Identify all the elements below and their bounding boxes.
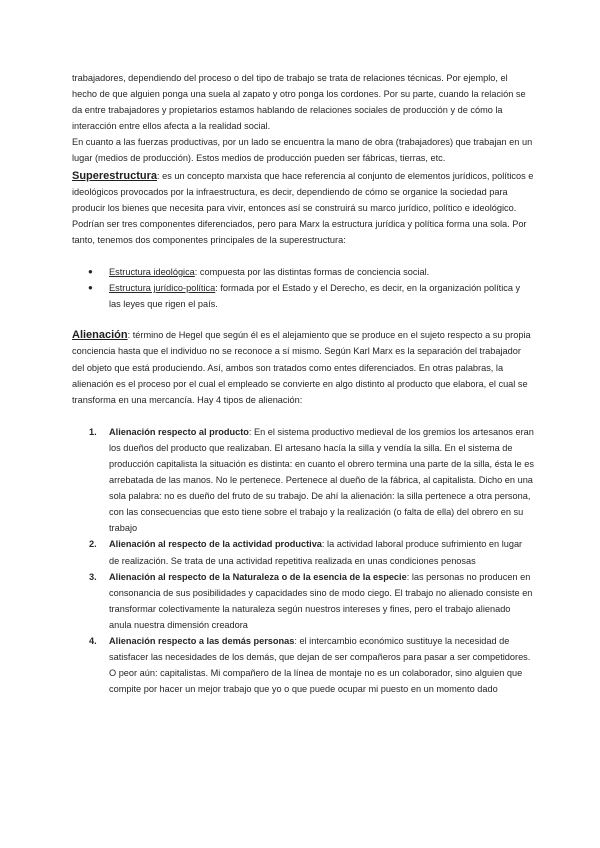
bullet-icon: ● xyxy=(88,283,93,293)
alienacion-term: Alienación xyxy=(72,329,128,342)
list-item-number: 3. xyxy=(89,571,97,582)
list-item-text: : formada por el Estado y el Derecho, es decir, en la organización política y las leyes que rigen el país. xyxy=(109,283,521,310)
list-item xyxy=(72,424,534,537)
list-item-label: Estructura ideológica xyxy=(109,267,195,278)
alienacion-paragraph xyxy=(72,327,534,407)
alienacion-definition: : término de Hegel que según él es el alejamiento que se produce en el sujeto respecto a su propia conciencia hasta que el individuo no se reconoce a sí mismo. Según Karl Marx es la separación del trabajador del objeto que está produciendo. Así, ambos son tratados como entes diferenciados. En otras palabras, la alienación es el proceso por el cual el empleado se convierte en algo distinto al producto que elabora, el cual se transforma en una mercancía. Hay 4 tipos de alienación: xyxy=(72,330,531,405)
superestructura-paragraph xyxy=(72,168,534,248)
intro-paragraph-2: En cuanto a las fuerzas productivas, por un lado se encuentra la mano de obra (trabajadores) que trabajan en un lugar (medios de producción). Estos medios de producción pueden ser fábricas, tierras, etc. xyxy=(72,137,533,164)
list-item-label: Alienación al respecto de la Naturaleza o de la esencia de la especie xyxy=(109,571,407,582)
list-item-number: 4. xyxy=(89,636,97,646)
list-item-text: : el intercambio económico sustituye la necesidad de satisfacer las necesidades de los demás, que dejan de ser compañeros para pasar a ser competidores. O peor aún: capitalistas. Mi compañero de la línea de montaje no es un colaborador, sino alguien que compite por hacer un mejor trabajo que yo o que puede ocupar mi puesto en un momento dado xyxy=(109,636,531,695)
list-item-text: : En el sistema productivo medieval de los gremios los artesanos eran los dueños del producto que realizaban. El artesano hacía la silla y vendía la silla. En el sistema de producción capitalista la situación es distinta: en cuanto el obrero termina una parte de la silla, ésta le es arrebatada de las manos. No le pertenece. Pertenece al dueño de la fábrica, al capitalista. Dicho en una sola palabra: no es dueño del fruto de su trabajo. De ahí la alienación: la silla pertenece a otra persona, con las consecuencias que esto tiene sobre el trabajo y la realización (o falta de ella) del obrero en su trabajo xyxy=(109,426,534,534)
superestructura-term: Superestructura xyxy=(72,169,157,182)
list-item-text: : compuesta por las distintas formas de conciencia social. xyxy=(194,267,430,278)
list-item xyxy=(72,280,534,312)
list-item-label: Alienación al respecto de la actividad productiva xyxy=(109,539,322,550)
list-item-label: Estructura jurídico-política xyxy=(109,283,216,294)
list-item xyxy=(72,536,534,568)
alienacion-types-list xyxy=(72,424,534,698)
list-item-text: : la actividad laboral produce sufrimiento en lugar de realización. Se trata de una actividad repetitiva realizada en unas condiciones penosas xyxy=(109,539,523,566)
document-body xyxy=(72,70,534,697)
list-item-label: Alienación respecto al producto xyxy=(109,426,249,437)
superestructura-list xyxy=(72,264,534,312)
superestructura-definition: : es un concepto marxista que hace referencia al conjunto de elementos jurídicos, políticos e ideológicos provocados por la infraestructura, es decir, dependiendo de cómo se organice la sociedad para producir los bienes que necesita para vivir, entonces así se construirá su marco jurídico, político e ideológico. Podrían ser tres componentes diferenciados, pero para Marx la estructura jurídica y política forma una sola. Por tanto, tenemos dos componentes principales de la superestructura: xyxy=(72,170,534,245)
intro-paragraph-1: trabajadores, dependiendo del proceso o del tipo de trabajo se trata de relaciones técnicas. Por ejemplo, el hecho de que alguien ponga una suela al zapato y otro ponga los cordones. Por su parte, cuando la relación se da entre trabajadores y propietarios estamos hablando de relaciones sociales de producción y de cómo la interacción entre ellos afecta a la realidad social. xyxy=(72,73,526,132)
bullet-icon: ● xyxy=(88,267,93,277)
list-item-number: 2. xyxy=(89,539,97,550)
list-item xyxy=(72,264,534,280)
list-item-text: : las personas no producen en consonancia de sus posibilidades y capacidades sino de modo ciego. El trabajo no alienado consiste en transformar colectivamente la naturaleza según nuestros intereses y fines, pero el trabajo alienado anula nuestra dimensión creadora xyxy=(109,571,533,630)
list-item-label: Alienación respecto a las demás personas xyxy=(109,636,295,646)
list-item xyxy=(72,569,534,633)
list-item-number: 1. xyxy=(89,426,97,437)
list-item xyxy=(72,633,534,697)
